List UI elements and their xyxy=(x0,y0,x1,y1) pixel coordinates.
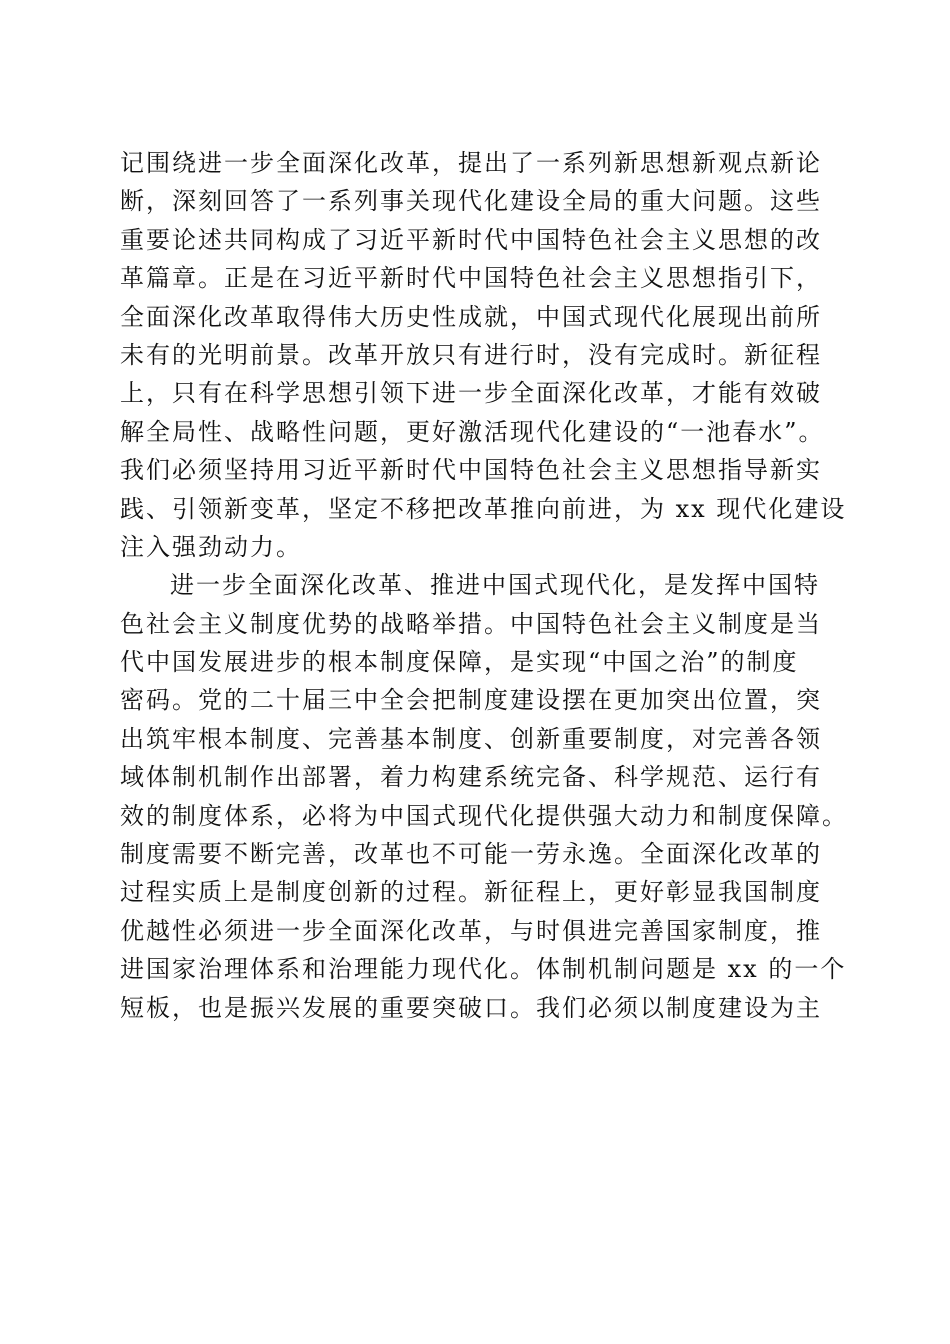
text-line: 域体制机制作出部署，着力构建系统完备、科学规范、运行有 xyxy=(120,763,822,792)
text-line: 解全局性、战略性问题，更好激活现代化建设的“一池春水”。 xyxy=(120,417,825,446)
text-line: 效的制度体系，必将为中国式现代化提供强大动力和制度保障。 xyxy=(120,801,848,830)
text-line: 出筑牢根本制度、完善基本制度、创新重要制度，对完善各领 xyxy=(120,724,822,753)
paragraph-first-line: 进一步全面深化改革、推进中国式现代化，是发挥中国特 xyxy=(170,571,820,600)
text-line: 记围绕进一步全面深化改革，提出了一系列新思想新观点新论 xyxy=(120,149,822,177)
text-line: 全面深化改革取得伟大历史性成就，中国式现代化展现出前所 xyxy=(120,302,822,331)
text-line: 过程实质上是制度创新的过程。新征程上，更好彰显我国制度 xyxy=(120,878,822,907)
text-line: 上，只有在科学思想引领下进一步全面深化改革，才能有效破 xyxy=(120,379,822,408)
text-line: 代中国发展进步的根本制度保障，是实现“中国之治”的制度 xyxy=(120,648,799,677)
text-line: 色社会主义制度优势的战略举措。中国特色社会主义制度是当 xyxy=(120,609,822,638)
text-line: 密码。党的二十届三中全会把制度建设摆在更加突出位置，突 xyxy=(120,686,822,715)
text-line: 革篇章。正是在习近平新时代中国特色社会主义思想指引下， xyxy=(120,264,822,293)
text-line: 重要论述共同构成了习近平新时代中国特色社会主义思想的改 xyxy=(120,225,822,254)
text-line: 注入强劲动力。 xyxy=(120,532,302,561)
text-line: 短板，也是振兴发展的重要突破口。我们必须以制度建设为主 xyxy=(120,993,822,1022)
text-line: 优越性必须进一步全面深化改革，与时俱进完善国家制度，推 xyxy=(120,916,822,945)
text-line: 未有的光明前景。改革开放只有进行时，没有完成时。新征程 xyxy=(120,340,822,369)
text-line: 践、引领新变革，坚定不移把改革推向前进，为 xx 现代化建设 xyxy=(120,494,847,523)
text-line: 我们必须坚持用习近平新时代中国特色社会主义思想指导新实 xyxy=(120,456,822,485)
text-line: 制度需要不断完善，改革也不可能一劳永逸。全面深化改革的 xyxy=(120,840,822,869)
text-line: 进国家治理体系和治理能力现代化。体制机制问题是 xx 的一个 xyxy=(120,955,847,984)
text-line: 断，深刻回答了一系列事关现代化建设全局的重大问题。这些 xyxy=(120,187,822,216)
body-text xyxy=(120,144,848,1027)
